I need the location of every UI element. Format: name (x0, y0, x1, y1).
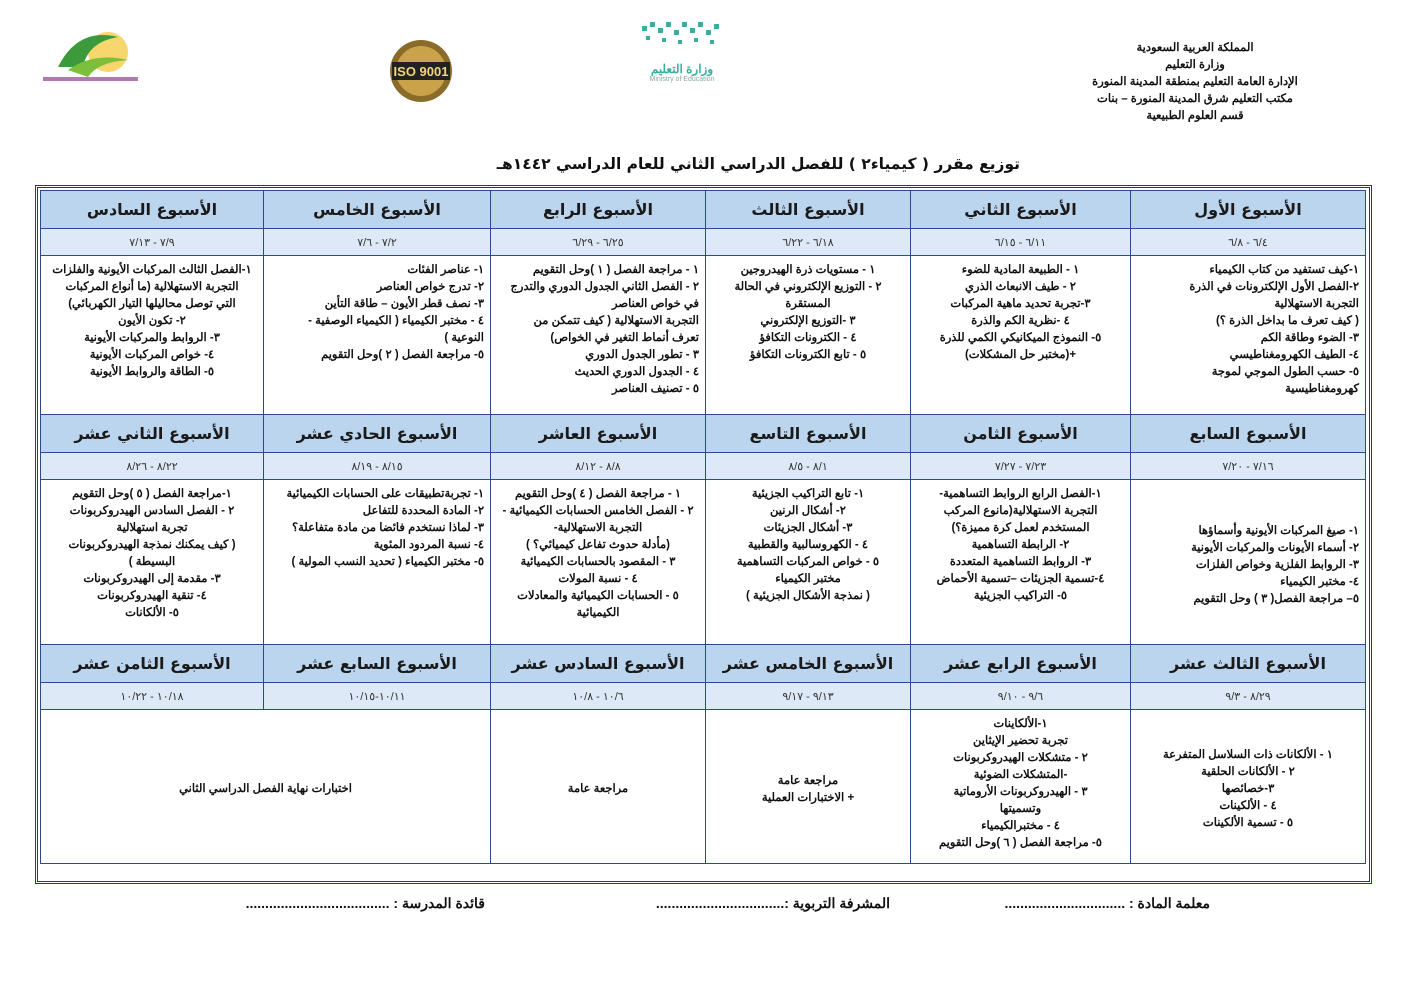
lesson-item: -المتشكلات الضوئية (973, 769, 1068, 781)
lesson-item: ٥- التراكيب الجزيئية (973, 590, 1068, 602)
lesson-item: + الاختبارات العملية (761, 791, 855, 804)
lesson-item: مختبر الكيمياء (775, 573, 841, 585)
week-dates: ٩/٦ - ٩/١٠ (911, 683, 1131, 710)
lesson-item: ١ - مراجعة الفصل ( ٤ )وحل التقويم (514, 488, 682, 500)
lesson-item: ٥- مراجعة الفصل ( ٦ )وحل التقويم (939, 837, 1102, 849)
lesson-item: التجربة الاستهلالية ( كيف تتمكن من (533, 315, 699, 327)
lesson-item: ١-الفصل الثالث المركبات الأيونية والفلزات (52, 264, 252, 276)
lesson-item: ١ - الألكانات ذات السلاسل المتفرعة (1163, 749, 1333, 761)
lesson-item: ٤ - مختبرالكيمياء (981, 820, 1060, 832)
lesson-item: ٣- الضوء وطاقة الكم (1260, 332, 1359, 344)
week-content (491, 710, 706, 864)
week-dates: ١٠/١١-١٠/١٥ (264, 683, 491, 710)
lesson-item: ( كيف تعرف ما بداخل الذرة ؟) (1215, 315, 1359, 327)
week-title: الأسبوع الرابع (491, 191, 706, 229)
lesson-item: ٤- خواص المركبات الأيونية (89, 349, 215, 361)
lesson-item: ٤- نسبة المردود المئوية (373, 539, 484, 551)
lesson-item: مراجعة عامة (567, 783, 629, 795)
lesson-item: ١- تابع التراكيب الجزيئية (751, 488, 865, 500)
lesson-item: ١- صيغ المركبات الأيونية وأسماؤها (1198, 524, 1359, 537)
lesson-item: وتسميتها (999, 803, 1042, 815)
lesson-item: ٣ - الهيدروكربونات الأروماتية (953, 786, 1088, 798)
lesson-item: تعرف أنماط التغير في الخواص) (550, 332, 699, 344)
lesson-item: ٢- تدرج خواص العناصر (376, 281, 484, 293)
lesson-item: ١- تجربةتطبيقات على الحسابات الكيميائية (286, 488, 484, 500)
lesson-item: ٥- مختبر الكيمياء ( تحديد النسب المولية ) (291, 556, 484, 568)
lesson-item: ٥ - الحسابات الكيميائية والمعادلات (517, 590, 679, 602)
lesson-item: البسيطة ) (128, 556, 176, 568)
lesson-item: ٣- الروابط الفلزية وخواص الفلزات (1195, 558, 1359, 571)
supervisor-signature: المشرفة التربوية :................................. (655, 895, 890, 911)
lesson-item: ٣- لماذا نستخدم فائضا من مادة متفاعلة؟ (292, 522, 484, 534)
lesson-item: التجربة الاستهلالية(مانوع المركب (943, 505, 1098, 517)
week-content (491, 256, 706, 415)
lesson-item: ٢ - طيف الانبعاث الذري (965, 281, 1076, 293)
week-content (1131, 256, 1366, 415)
week-dates: ٧/٢٣ - ٧/٢٧ (911, 453, 1131, 480)
lesson-item: ٢-الفصل الأول الإلكترونات في الذرة (1189, 281, 1359, 293)
lesson-item: ١ - مستويات ذرة الهيدروجين (740, 264, 876, 276)
lesson-item: ٤ - مختبر الكيمياء ( الكيمياء الوصفية - (308, 315, 484, 327)
final-exams-text: اختبارات نهاية الفصل الدراسي الثاني (179, 783, 352, 795)
week-content-row (41, 480, 1366, 645)
week-dates: ٨/٢٩ - ٩/٣ (1131, 683, 1366, 710)
schedule-table (40, 190, 1366, 864)
lesson-item: مراجعة عامة (777, 774, 839, 787)
week-title: الأسبوع الخامس (264, 191, 491, 229)
week-title: الأسبوع السابع عشر (264, 645, 491, 683)
lesson-item: في خواص العناصر (612, 298, 699, 310)
week-content-row (41, 710, 1366, 864)
lesson-item: ٣-تجربة تحديد ماهية المركبات (950, 298, 1091, 310)
week-dates: ٦/٤ - ٦/٨ (1131, 229, 1366, 256)
week-title: الأسبوع الثاني عشر (41, 415, 264, 453)
iso-seal-text: ISO 9001 (393, 64, 449, 79)
lesson-item: ٣- الروابط والمركبات الأيونية (84, 332, 220, 344)
week-content (264, 256, 491, 415)
week-title: الأسبوع الخامس عشر (706, 645, 911, 683)
lesson-item: (مأدلة حدوث تفاعل كيميائي؟ ) (526, 539, 670, 551)
lesson-item: ٣- أشكال الجزيئات (763, 522, 853, 534)
lesson-item: التجربة الاستهلالية- (553, 522, 643, 534)
week-dates: ١٠/١٨ - ١٠/٢٢ (41, 683, 264, 710)
week-content (706, 710, 911, 864)
lesson-item: المستقرة (785, 298, 831, 310)
week-title: الأسبوع الثامن (911, 415, 1131, 453)
week-title: الأسبوع الحادي عشر (264, 415, 491, 453)
week-content (41, 256, 264, 415)
lesson-item: ٢- أشكال الرنين (770, 505, 846, 517)
lesson-item: ٣ -التوزيع الإلكتروني (760, 315, 856, 327)
week-title: الأسبوع العاشر (491, 415, 706, 453)
week-dates: ٩/١٣ - ٩/١٧ (706, 683, 911, 710)
lesson-item: ٥ - تصنيف العناصر (612, 383, 699, 395)
week-content (706, 480, 911, 645)
week-dates: ٧/٩ - ٧/١٣ (41, 229, 264, 256)
week-title: الأسبوع الثاني (911, 191, 1131, 229)
lesson-item: ٥ - تسمية الألكينات (1202, 817, 1294, 829)
lesson-item: ١ - مراجعة الفصل ( ١ )وحل التقويم (532, 264, 699, 276)
lesson-item: ٣- نصف قطر الأيون – طاقة التأين (324, 298, 484, 310)
header-line: وزارة التعليم (1165, 59, 1225, 71)
week-title: الأسبوع السادس (41, 191, 264, 229)
lesson-item: ٤ - الكهروسالبية والقطبية (747, 539, 869, 551)
lesson-item: الكيميائية (576, 607, 620, 619)
header-line: مكتب التعليم شرق المدينة المنورة – بنات (1097, 93, 1293, 105)
week-content (911, 256, 1131, 415)
week-header-row (41, 191, 1366, 229)
lesson-item: تجربة استهلالية (116, 522, 188, 534)
lesson-item: ٢ - الفصل السادس الهيدروكربونات (69, 505, 235, 517)
lesson-item: ٢- المادة المحددة للتفاعل (362, 505, 484, 517)
header-line: المملكة العربية السعودية (1136, 42, 1254, 54)
week-content (706, 256, 911, 415)
principal-signature: قائدة المدرسة : ..................................... (245, 895, 485, 911)
week-dates: ٦/٢٥ - ٦/٢٩ (491, 229, 706, 256)
week-content (911, 710, 1131, 864)
lesson-item: ( كيف يمكنك نمذجة الهيدروكربونات (68, 539, 236, 551)
week-dates: ٨/٢٢ - ٨/٢٦ (41, 453, 264, 480)
lesson-item: ٥– مراجعة الفصل( ٣ ) وحل التقويم (1193, 592, 1359, 605)
week-header-row (41, 415, 1366, 453)
week-title: الأسبوع التاسع (706, 415, 911, 453)
ministry-header (1075, 40, 1315, 125)
lesson-item: ٥- النموذج الميكانيكي الكمي للذرة (939, 332, 1102, 344)
lesson-item: ٤ -نظرية الكم والذرة (971, 315, 1070, 327)
lesson-item: ٢- الرابطة التساهمية (971, 539, 1070, 551)
lesson-item: التي توصل محاليلها التيار الكهربائي) (68, 298, 236, 310)
page-title: توزيع مقرر ( كيمياء٢ ) للفصل الدراسي الثاني للعام الدراسي ١٤٤٢هـ (496, 155, 1020, 173)
lesson-item: ١-الفصل الرابع الروابط التساهمية- (939, 488, 1102, 500)
lesson-item: المستخدم لعمل كرة مميزة؟) (951, 522, 1090, 534)
schedule-table-frame (35, 185, 1372, 884)
lesson-item: ١-مراجعة الفصل ( ٥ )وحل التقويم (72, 488, 232, 500)
week-dates: ٨/١ - ٨/٥ (706, 453, 911, 480)
week-title: الأسبوع الثالث عشر (1131, 645, 1366, 683)
teacher-signature: معلمة المادة : ............................... (1004, 895, 1210, 911)
lesson-item: ٢ - الفصل الخامس الحسابات الكيميائية - (502, 505, 694, 517)
week-header-row (41, 645, 1366, 683)
lesson-item: ٣ - تطور الجدول الدوري (585, 349, 699, 361)
lesson-item: ٢ - الألكانات الحلقية (1201, 766, 1295, 778)
lesson-item: النوعية ) (444, 332, 484, 344)
iso-seal-logo (388, 38, 454, 109)
lesson-item: ٥- مراجعة الفصل ( ٢ )وحل التقويم (321, 349, 484, 361)
week-dates: ٦/١٨ - ٦/٢٢ (706, 229, 911, 256)
final-exams-cell (41, 710, 491, 864)
week-content-row (41, 256, 1366, 415)
lesson-item: التجربة الاستهلالية (1274, 298, 1359, 310)
lesson-item: ٢- تكون الأيون (118, 315, 186, 327)
lesson-item: ٣-خصائصها (1221, 783, 1275, 795)
week-dates: ٨/١٥ - ٨/١٩ (264, 453, 491, 480)
week-dates: ٦/١١ - ٦/١٥ (911, 229, 1131, 256)
week-dates: ١٠/٦ - ١٠/٨ (491, 683, 706, 710)
lesson-item: ٤ - الألكينات (1219, 800, 1277, 812)
lesson-item: ٥- حسب الطول الموجي لموجة (1211, 366, 1359, 378)
week-title: الأسبوع السادس عشر (491, 645, 706, 683)
lesson-item: ٤ - الجدول الدوري الحديث (574, 366, 699, 378)
lesson-item: ( نمذجة الأشكال الجزيئية ) (746, 590, 870, 602)
header-line: الإدارة العامة التعليم بمنطقة المدينة المنورة (1092, 76, 1298, 88)
header-line: قسم العلوم الطبيعية (1146, 110, 1244, 122)
week-dates-row (41, 229, 1366, 256)
week-content (264, 480, 491, 645)
lesson-item: ٢ - التوزيع الإلكتروني في الحالة (734, 281, 882, 293)
lesson-item: ٤- مختبر الكيمياء (1280, 575, 1359, 588)
lesson-item: تجربة تحضير الإيثاين (972, 735, 1069, 747)
lesson-item: ٥ - خواص المركبات التساهمية (736, 556, 880, 568)
lesson-item: ٥ - تابع الكترونات التكافؤ (749, 349, 867, 361)
week-content (41, 480, 264, 645)
lesson-item: ١-الألكاينات (993, 718, 1048, 730)
lesson-item: +(مختبر حل المشكلات) (964, 349, 1077, 361)
week-content (1131, 710, 1366, 864)
lesson-item: ٤ - الكترونات التكافؤ (759, 332, 857, 344)
lesson-item: ٤- تنقية الهيدروكربونات (97, 590, 207, 602)
week-dates-row (41, 453, 1366, 480)
lesson-item: ٤-تسمية الجزيئات –تسمية الأحماض (936, 573, 1105, 585)
lesson-item: ١ - الطبيعة المادية للضوء (961, 264, 1080, 276)
lesson-item: ٤ - نسبة المولات (558, 573, 638, 585)
lesson-item: ١-كيف تستفيد من كتاب الكيمياء (1209, 264, 1359, 276)
lesson-item: ٣ - المقصود بالحسابات الكيميائية (520, 556, 676, 568)
week-dates: ٧/١٦ - ٧/٢٠ (1131, 453, 1366, 480)
week-dates: ٧/٢ - ٧/٦ (264, 229, 491, 256)
lesson-item: كهرومغناطيسية (1285, 383, 1359, 395)
ministry-logo (632, 18, 732, 83)
lesson-item: ٥- الألكانات (125, 607, 179, 619)
week-content (1131, 480, 1366, 645)
lesson-item: التجربة الاستهلالية (ما أنواع المركبات (65, 281, 239, 293)
lesson-item: ٢- أسماء الأيونات والمركبات الأيونية (1191, 541, 1359, 554)
week-title: الأسبوع الثامن عشر (41, 645, 264, 683)
lesson-item: ٥- الطاقة والروابط الأيونية (89, 366, 215, 378)
week-dates-row (41, 683, 1366, 710)
lesson-item: ٣- مقدمة إلى الهيدروكربونات (83, 573, 221, 585)
lesson-item: ٢ - الفصل الثاني الجدول الدوري والتدرج (510, 281, 699, 293)
lesson-item: ٣- الروابط التساهمية المتعددة (949, 556, 1092, 568)
ministry-logo-subtext: Ministry of Education (649, 76, 715, 83)
week-title: الأسبوع الأول (1131, 191, 1366, 229)
week-content (491, 480, 706, 645)
school-logo (38, 22, 143, 92)
lesson-item: ٢ - متشكلات الهيدروكربونات (953, 752, 1088, 764)
ministry-logo-dots-icon (632, 18, 732, 58)
week-title: الأسبوع السابع (1131, 415, 1366, 453)
lesson-item: ١- عناصر الفئات (407, 264, 484, 276)
week-title: الأسبوع الرابع عشر (911, 645, 1131, 683)
lesson-item: ٤- الطيف الكهرومغناطيسي (1229, 349, 1359, 361)
week-dates: ٨/٨ - ٨/١٢ (491, 453, 706, 480)
ministry-logo-text: وزارة التعليم (650, 62, 714, 76)
week-title: الأسبوع الثالث (706, 191, 911, 229)
week-content (911, 480, 1131, 645)
